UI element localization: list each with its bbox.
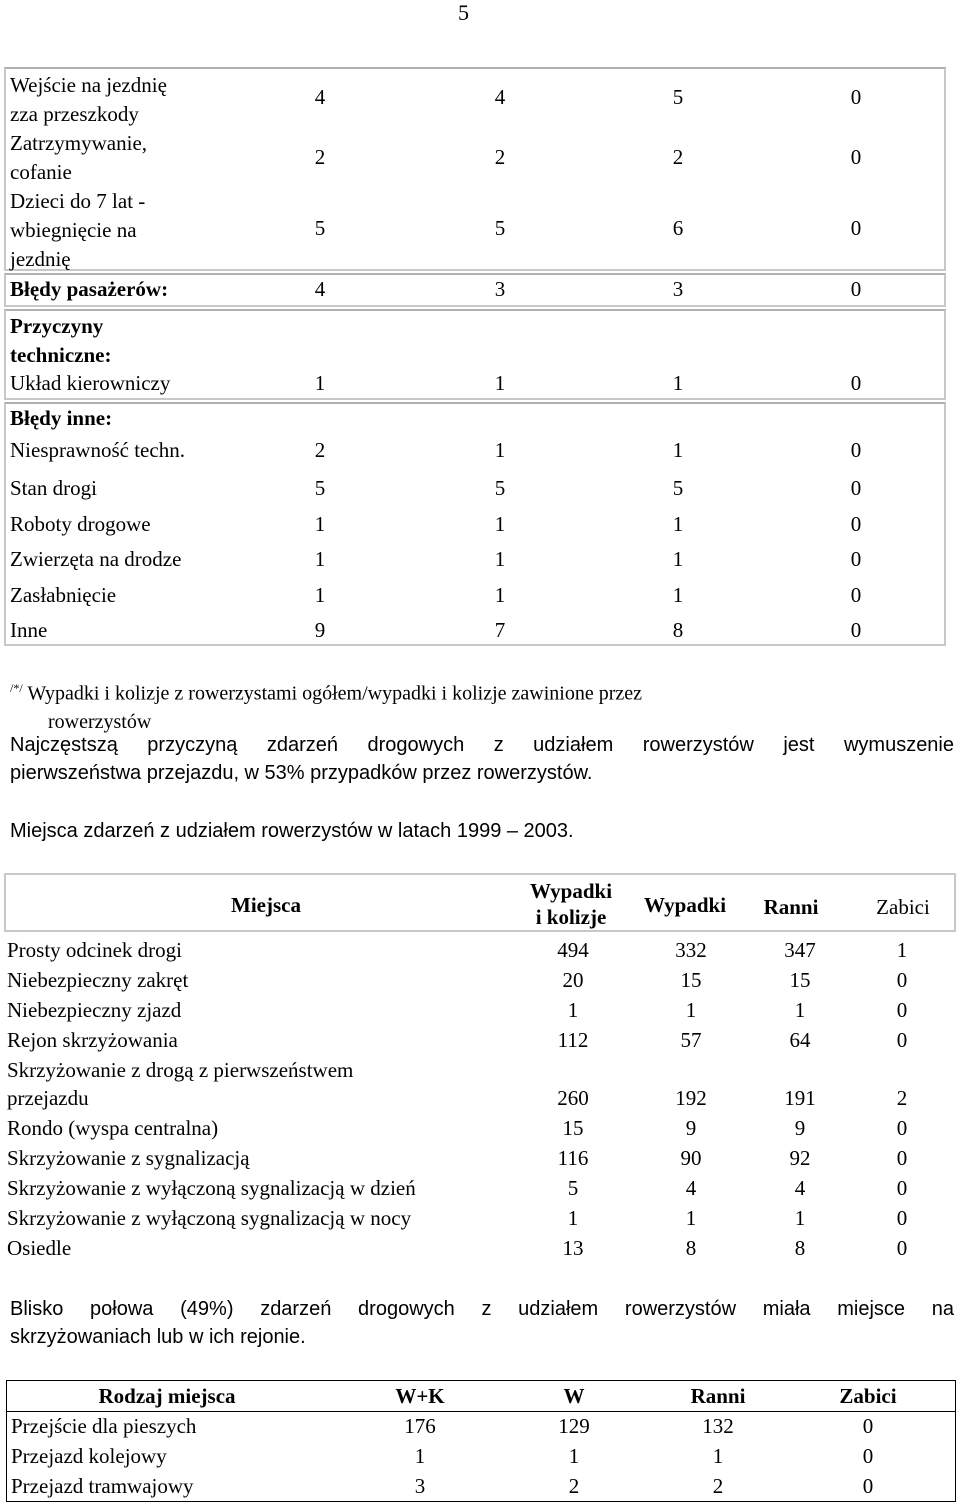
table-group bbox=[4, 402, 946, 646]
column-header: Wypadki i kolizje bbox=[529, 879, 613, 929]
row-label: Błędy pasażerów: bbox=[10, 277, 169, 301]
cell: 2 bbox=[314, 145, 326, 169]
cell: 0 bbox=[850, 145, 862, 169]
column-header: Ranni bbox=[690, 1384, 746, 1408]
cell: 4 bbox=[314, 85, 326, 109]
cell: 1 bbox=[314, 371, 326, 395]
column-header: W+K bbox=[395, 1384, 445, 1408]
cell: 2 bbox=[672, 145, 684, 169]
cell: 2 bbox=[314, 438, 326, 462]
cell: 1 bbox=[672, 512, 684, 536]
paragraph bbox=[10, 731, 954, 787]
row-label: Błędy inne: bbox=[10, 406, 113, 430]
column-header: W bbox=[563, 1384, 585, 1408]
table-group bbox=[4, 309, 946, 400]
cell: 1 bbox=[494, 547, 506, 571]
footnote-text: rowerzystów bbox=[48, 710, 152, 733]
paragraph-line: Blisko połowa (49%) zdarzeń drogowych z udziałem rowerzystów miała miejsce na bbox=[10, 1298, 954, 1320]
cell: 0 bbox=[850, 438, 862, 462]
row-label: Zwierzęta na drodze bbox=[10, 547, 182, 571]
table-group bbox=[4, 273, 946, 307]
cell: 1 bbox=[314, 547, 326, 571]
cell: 0 bbox=[850, 371, 862, 395]
divider bbox=[7, 1411, 955, 1412]
row-label: Układ kierowniczy bbox=[10, 371, 171, 395]
row-label: Stan drogi bbox=[10, 476, 97, 500]
cell: 9 bbox=[314, 618, 326, 642]
cell: 5 bbox=[672, 476, 684, 500]
column-header: Zabici bbox=[839, 1384, 897, 1408]
cell: 0 bbox=[850, 547, 862, 571]
crossings-table: Rodzaj miejsca W+K W Ranni Zabici Przejście dla pieszych 176 129 132 0 Przejazd kolejowy 1 1 1 0 Przejazd tramwajowy 3 2 2 0 bbox=[6, 1380, 956, 1502]
section-heading: Miejsca zdarzeń z udziałem rowerzystów w latach 1999 – 2003. bbox=[10, 820, 574, 842]
cell: 5 bbox=[314, 476, 326, 500]
cell: 0 bbox=[850, 85, 862, 109]
column-header: Rodzaj miejsca bbox=[98, 1384, 236, 1408]
footnote-text: Wypadki i kolizje z rowerzystami ogółem/wypadki i kolizje zawinione przez bbox=[27, 682, 643, 705]
cell: 1 bbox=[494, 512, 506, 536]
cell: 1 bbox=[672, 438, 684, 462]
cell: 0 bbox=[850, 618, 862, 642]
paragraph-line: skrzyżowaniach lub w ich rejonie. bbox=[10, 1326, 306, 1348]
row-label: Przyczyny techniczne: bbox=[10, 314, 112, 367]
paragraph-line: Najczęstszą przyczyną zdarzeń drogowych z udziałem rowerzystów jest wymuszenie bbox=[10, 734, 954, 756]
cell: 6 bbox=[672, 216, 684, 240]
cell: 1 bbox=[672, 547, 684, 571]
causes-table bbox=[4, 67, 946, 648]
cell: 1 bbox=[494, 438, 506, 462]
cell: 3 bbox=[672, 277, 684, 301]
column-header: Ranni bbox=[763, 895, 819, 919]
row-label: Niesprawność techn. bbox=[10, 438, 185, 462]
row-label: Zasłabnięcie bbox=[10, 583, 117, 607]
row-label: Zatrzymywanie, cofanie bbox=[10, 131, 148, 184]
cell: 1 bbox=[494, 371, 506, 395]
cell: 0 bbox=[850, 512, 862, 536]
column-header: Zabici bbox=[876, 895, 930, 919]
column-header: Miejsca bbox=[231, 893, 301, 917]
table-group bbox=[4, 67, 946, 271]
cell: 1 bbox=[314, 583, 326, 607]
cell: 1 bbox=[672, 371, 684, 395]
paragraph bbox=[10, 1295, 954, 1351]
cell: 1 bbox=[314, 512, 326, 536]
cell: 0 bbox=[850, 277, 862, 301]
cell: 1 bbox=[494, 583, 506, 607]
cell: 0 bbox=[850, 216, 862, 240]
row-label: Roboty drogowe bbox=[10, 512, 151, 536]
cell: 7 bbox=[494, 618, 506, 642]
cell: 1 bbox=[672, 583, 684, 607]
cell: 0 bbox=[850, 583, 862, 607]
paragraph-line: pierwszeństwa przejazdu, w 53% przypadków przez rowerzystów. bbox=[10, 762, 593, 784]
cell: 5 bbox=[314, 216, 326, 240]
cell: 5 bbox=[672, 85, 684, 109]
page-number: 5 bbox=[458, 0, 469, 25]
cell: 5 bbox=[494, 216, 506, 240]
cell: 5 bbox=[494, 476, 506, 500]
column-header: Wypadki bbox=[643, 893, 727, 917]
footnote-marker: /*/ bbox=[10, 681, 23, 695]
footnote bbox=[10, 674, 642, 736]
row-label: Wejście na jezdnię zza przeszkody bbox=[10, 73, 167, 126]
cell: 2 bbox=[494, 145, 506, 169]
cell: 8 bbox=[672, 618, 684, 642]
cell: 4 bbox=[494, 85, 506, 109]
row-label: Dzieci do 7 lat - wbiegnięcie na jezdnię bbox=[10, 189, 146, 271]
row-label: Inne bbox=[10, 618, 48, 642]
places-table-header bbox=[4, 873, 956, 932]
cell: 3 bbox=[494, 277, 506, 301]
cell: 4 bbox=[314, 277, 326, 301]
cell: 0 bbox=[850, 476, 862, 500]
